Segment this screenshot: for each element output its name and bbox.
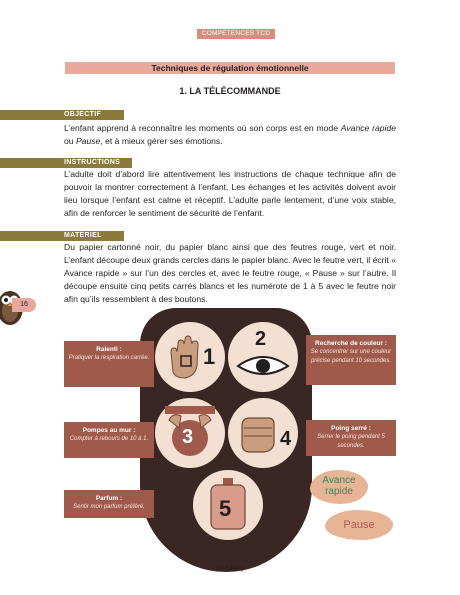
remote-button-1	[155, 322, 225, 392]
card-poing-serre: Poing serré : Serrer le poing pendant 5 secondes.	[306, 420, 396, 456]
instructions-label: INSTRUCTIONS	[0, 158, 132, 168]
sticker-pause: Pause	[325, 510, 393, 540]
page-number: 16	[12, 298, 36, 312]
instructions-text: L’adulte doit d’abord lire attentivement les instructions de chaque technique afin de pouvoir la montrer correctement à l’enfant. Les échanges et les activités doivent avoir lieu lorsque l’enfant est calme et réceptif. L’adulte parle lentement, d’une voix stable, afin de renforcer le sentiment de sécurité de l’enfant.	[64, 169, 396, 218]
objectif-text: L’enfant apprend à reconnaître les moments où son corps est en mode Avance rapide ou Pause, et à mieux gérer ses émotions.	[64, 123, 396, 146]
button-number: 1	[203, 344, 216, 369]
page-title: Techniques de régulation émotionnelle	[65, 62, 395, 74]
credit: © Upbility	[216, 565, 244, 572]
remote-button-3	[155, 398, 225, 468]
button-number: 5	[219, 496, 232, 521]
chapter-tag: COMPÉTENCES TCD	[197, 29, 275, 39]
remote-button-5	[193, 470, 263, 540]
card-recherche-couleur: Recherche de couleur : Se concentrer sur une couleur précise pendant 10 secondes.	[306, 335, 396, 385]
section-subtitle: 1. LA TÉLÉCOMMANDE	[179, 86, 281, 96]
sticker-avance-rapide: Avance rapide	[310, 470, 368, 504]
objectif-label: OBJECTIF	[0, 110, 124, 120]
button-number: 4	[280, 428, 292, 450]
card-parfum: Parfum : Sentir mon parfum préféré.	[64, 490, 154, 518]
button-number: 3	[182, 426, 194, 448]
remote-button-4	[228, 398, 298, 468]
card-ralenti: Ralenti : Pratiquer la respiration carrée.	[64, 341, 154, 387]
card-pompes-mur: Pompes au mur : Compter à rebours de 10 à 1.	[64, 422, 154, 458]
materiel-text: Du papier cartonné noir, du papier blanc ainsi que des feutres rouge, vert et noir. L’enfant découpe deux grands cercles dans le papier blanc. Avec le feutre vert, il écrit « Avance rapide » sur l’un des cercles et, avec le feutre rouge, « Pause » sur l’autre. Il découpe ensuite cinq petits carrés blancs et les numérote de 1 à 5 avec le feutre noir afin qu’ils ressemblent à des boutons.	[64, 242, 396, 304]
materiel-label: MATÉRIEL	[0, 231, 124, 241]
remote-button-2	[228, 322, 298, 392]
button-number: 2	[255, 328, 267, 350]
